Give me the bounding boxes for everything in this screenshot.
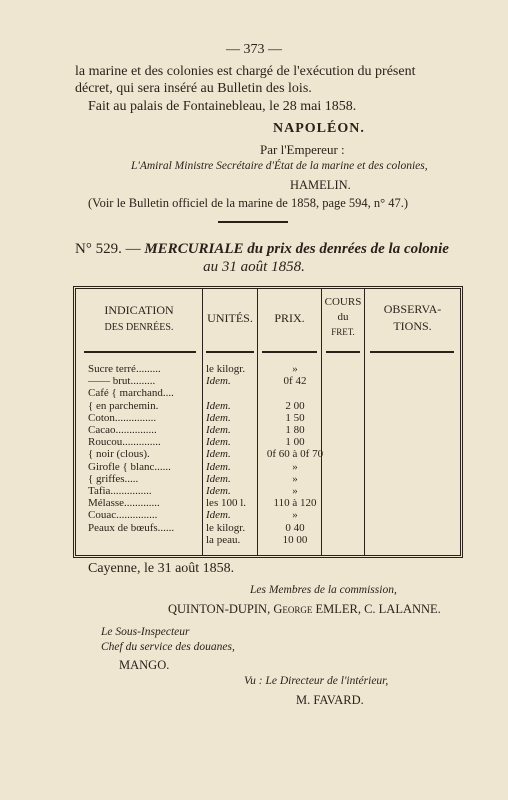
closing-vu: Vu : Le Directeur de l'intérieur, [244,675,389,687]
cell-price: » [292,363,298,375]
table-row [76,363,460,376]
intro-line-2: décret, qui sera inséré au Bulletin des lois. [75,81,312,96]
cell-unit: les 100 l. [206,497,247,510]
cell-price: » [292,509,298,522]
par-line: Par l'Empereur : [260,142,345,157]
cell-item: Mélasse............. [88,497,160,510]
cell-unit: Idem. [206,485,231,497]
cell-unit: Idem. [206,472,231,485]
cell-item: { noir (clous). [88,448,150,461]
cell-price: 1 00 [285,436,305,449]
cell-price: » [292,460,298,473]
table-row [76,412,460,425]
closing-names: QUINTON-DUPIN, George EMLER, C. LALANNE. [168,602,441,616]
section-heading-line2: au 31 août 1858. [203,259,305,275]
header-indication: INDICATION DES DENRÉES. [104,303,174,333]
closing-sous-inspecteur: Le Sous-Inspecteur [101,626,190,638]
cell-unit: Idem. [206,448,231,461]
table-row [76,387,460,400]
cell-price: 10 00 [282,533,308,546]
table-row [76,461,460,474]
header-unites: UNITÉS. [207,311,253,325]
closing-mango: MANGO. [119,658,170,672]
table-row [76,436,460,449]
cell-price: » [292,472,298,485]
table-row [76,497,460,510]
cell-unit: Idem. [206,399,231,412]
separator-rule [218,221,288,223]
header-underline-4 [326,351,360,353]
table-row [76,485,460,498]
cell-price: 2 00 [285,399,305,412]
cell-item: { griffes..... [88,472,139,485]
cell-unit: le kilogr. [206,363,246,375]
signature-napoleon: NAPOLÉON. [273,121,365,136]
table-row [76,448,460,461]
cell-price: 1 50 [285,411,305,424]
header-observations: OBSERVA- TIONS. [383,302,442,333]
closing-chef-douanes: Chef du service des douanes, [101,641,235,653]
header-underline-3 [262,351,317,353]
header-underline-1 [84,351,196,353]
voir-line: (Voir le Bulletin officiel de la marine de 1858, page 594, n° 47.) [88,196,409,210]
closing-favard: M. FAVARD. [296,693,364,707]
cell-unit: le kilogr. [206,521,246,534]
closing-date: Cayenne, le 31 août 1858. [88,561,235,576]
intro-line-1: la marine et des colonies est chargé de l'exécution du présent [75,64,416,79]
cell-price: 110 à 120 [273,497,317,510]
cell-price: 0 40 [285,521,305,534]
cell-unit: la peau. [206,533,241,546]
cell-item: Tafia............... [88,485,152,497]
table-row [76,375,460,388]
page-number: — 373 — [226,42,282,57]
fait-line: Fait au palais de Fontainebleau, le 28 mai 1858. [88,99,357,114]
mercuriale-table [73,286,463,558]
cell-item: { en parchemin. [88,399,159,412]
cell-item: Roucou.............. [88,436,161,449]
cell-item: Cacao............... [88,424,157,436]
cell-item: Café { marchand.... [88,387,174,400]
table-row [76,400,460,413]
cell-item: Sucre terré......... [88,363,161,375]
section-heading-line1 [75,241,449,258]
table-row [76,534,460,547]
cell-unit: Idem. [206,424,231,436]
section-dash: — [125,241,141,257]
header-cours: COURS du FRET. [324,296,362,337]
table-row [76,424,460,437]
cell-price: 0f 60 à 0f 70 [266,448,324,461]
cell-item: Peaux de bœufs...... [88,521,175,534]
cell-unit: Idem. [206,436,231,449]
cell-item: Couac............... [88,509,158,522]
cell-item: Coton............... [88,411,157,424]
cell-unit: Idem. [206,460,231,473]
cell-unit: Idem. [206,411,231,424]
header-underline-2 [206,351,254,353]
closing-members: Les Membres de la commission, [250,584,397,596]
header-prix: PRIX. [274,311,305,325]
cell-item: —— brut......... [88,375,156,388]
cell-price: 0f 42 [283,375,307,388]
cell-unit: Idem. [206,509,231,522]
section-title: MERCURIALE du prix des denrées de la colonie [144,241,449,257]
table-row [76,509,460,522]
table-row [76,473,460,486]
header-underline-5 [370,351,454,353]
cell-price: » [292,485,298,497]
minister-line: L'Amiral Ministre Secrétaire d'État de la marine et des colonies, [131,160,428,172]
hamelin: HAMELIN. [290,178,351,192]
cell-price: 1 80 [285,424,305,436]
section-number: N° 529. [75,241,122,257]
cell-item: Girofle { blanc...... [88,460,171,473]
cell-unit: Idem. [206,375,231,388]
table-row [76,522,460,535]
